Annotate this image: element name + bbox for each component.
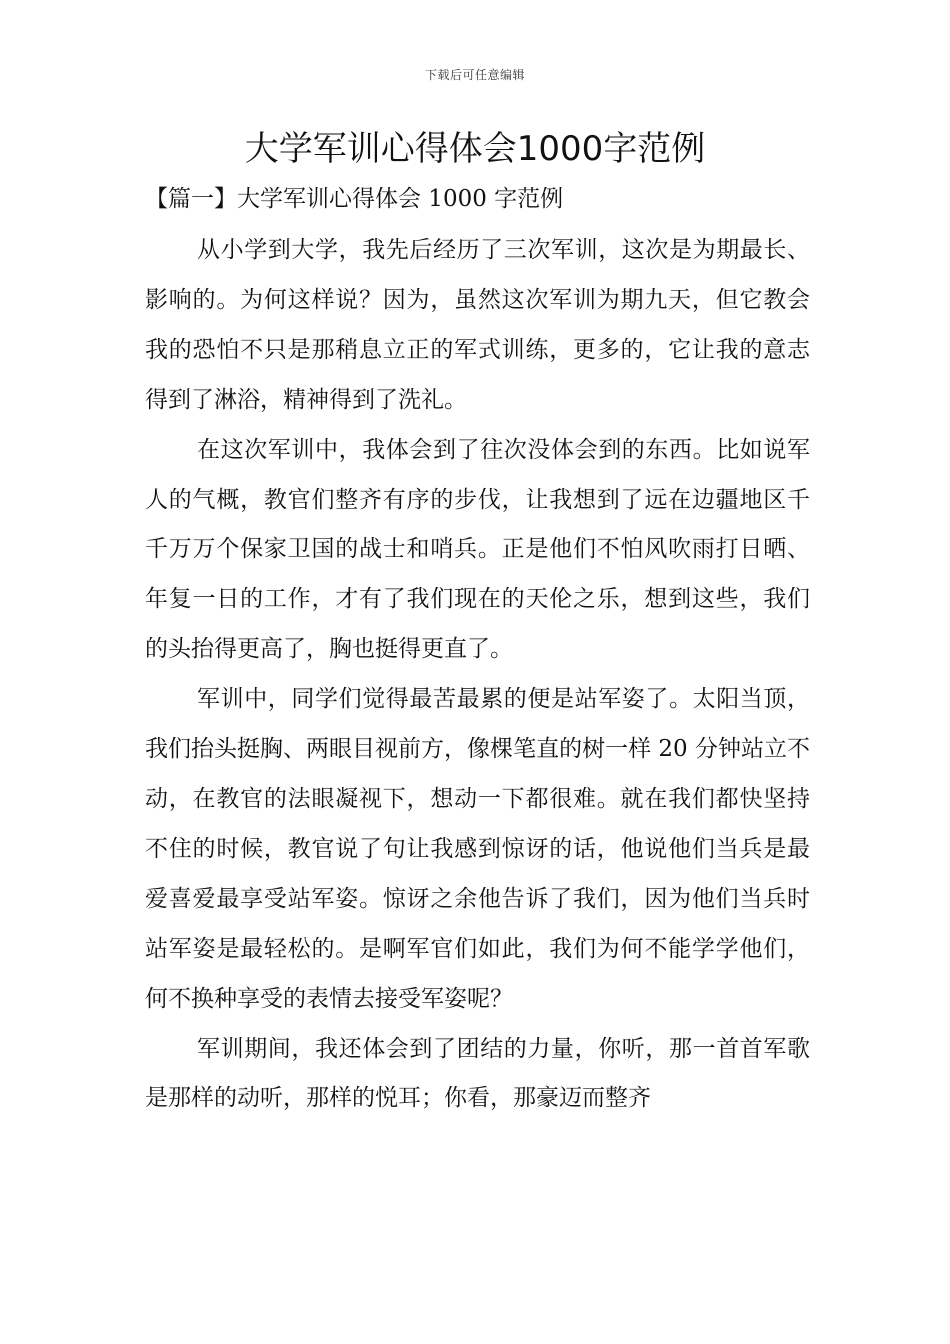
document-title: 大学军训心得体会1000字范例 — [244, 129, 706, 169]
header-note: 下载后可任意编辑 — [424, 68, 525, 82]
paragraph: 军训期间，我还体会到了团结的力量，你听，那一首首军歌是那样的动听，那样的悦耳；你看，那豪迈而整齐 — [145, 1035, 810, 1112]
section-heading: 【篇一】大学军训心得体会 1000 字范例 — [145, 186, 564, 212]
paragraph: 在这次军训中，我体会到了往次没体会到的东西。比如说军人的气概，教官们整齐有序的步伐，让我想到了远在边疆地区千千万万个保家卫国的战士和哨兵。正是他们不怕风吹雨打日晒、年复一日的工作，才有了我们现在的天伦之乐，想到这些，我们的头抬得更高了，胸也挺得更直了。 — [145, 436, 810, 663]
paragraph: 军训中，同学们觉得最苦最累的便是站军姿了。太阳当顶，我们抬头挺胸、两眼目视前方，像棵笔直的树一样 20 分钟站立不动，在教官的法眼凝视下，想动一下都很难。就在我们都快坚持不住的时候，教官说了句让我感到惊讶的话，他说他们当兵是最爱喜爱最享受站军姿。惊讶之余他告诉了我们，因为他们当兵时站军姿是最轻松的。是啊军官们如此，我们为何不能学学他们，何不换种享受的表情去接受军姿呢？ — [145, 686, 810, 1012]
body-text — [145, 226, 810, 1124]
paragraph: 从小学到大学，我先后经历了三次军训，这次是为期最长、影响的。为何这样说？因为，虽然这次军训为期九天，但它教会我的恐怕不只是那稍息立正的军式训练，更多的，它让我的意志得到了淋浴，精神得到了洗礼。 — [145, 237, 810, 413]
